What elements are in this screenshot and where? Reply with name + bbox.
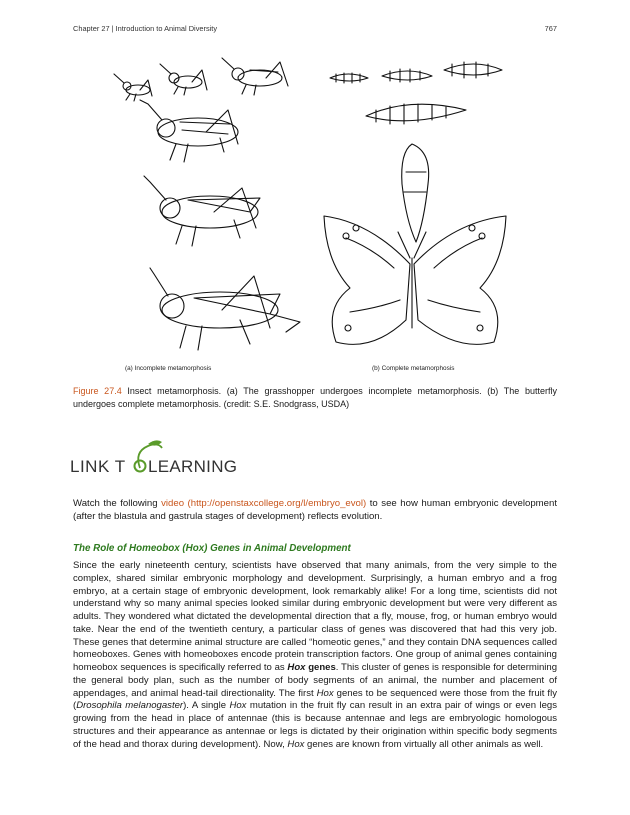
watch-before: Watch the following bbox=[73, 498, 162, 509]
hox-term-2: Hox bbox=[316, 687, 334, 699]
grasshopper-nymph-3 bbox=[222, 58, 288, 95]
hox-term-4: Hox bbox=[287, 738, 305, 750]
grasshopper-nymph-4 bbox=[140, 100, 238, 162]
body-part-1: Since the early nineteenth century, scientists have observed that many animals, from the very simple to the complex, shared similar embryonic morphology and development. Surprisingly, a human embryo and a frog embryo, at a certain stage of embryonic development, look remarkably alike! For a long time, scientists did not understand why so many animal species looked similar during embryonic development but were very different as adults. They wondered what dictated the developmental direction that a fly, mouse, frog, or human embryo would take. Near the end of the twentieth century, a particular class of genes was discovered that had this very job. These genes that determine animal structure are called “homeotic genes,” and they contain DNA sequences called homeoboxes. Genes with homeoboxes encode protein transcription factors. One group of animal genes containing homeobox sequences is specifically referred to as bbox=[73, 560, 557, 673]
hox-term: Hox bbox=[287, 662, 306, 673]
caterpillar-small bbox=[330, 73, 368, 83]
grasshopper-adult-young bbox=[144, 176, 260, 246]
link-text: LINK T bbox=[70, 457, 126, 476]
figure-caption bbox=[73, 385, 557, 410]
chapter-title: Chapter 27 | Introduction to Animal Diversity bbox=[73, 24, 218, 33]
watch-paragraph bbox=[73, 497, 557, 523]
butterfly bbox=[324, 216, 506, 344]
caterpillar-mature bbox=[366, 104, 466, 124]
caterpillar-large bbox=[444, 62, 502, 78]
figure-number: Figure 27.4 bbox=[73, 386, 122, 396]
grasshopper-nymph-1 bbox=[114, 74, 152, 101]
genes-term: genes bbox=[305, 662, 336, 673]
figure-label-right: (b) Complete metamorphosis bbox=[372, 365, 455, 372]
grasshopper-nymph-2 bbox=[160, 64, 207, 95]
video-link[interactable]: video (http://openstaxcollege.org/l/embryo_evol) bbox=[161, 498, 367, 509]
body-part-4: ). A single bbox=[183, 700, 230, 712]
link-to-learning-graphic bbox=[70, 438, 240, 478]
body-part-2: . This cluster of genes is responsible for determining the general body plan, such as the number of body segments of an animal, the number and placement of appendages, and animal head-tail directionality. The first bbox=[73, 662, 558, 699]
body-paragraph bbox=[73, 560, 557, 751]
grasshopper-adult bbox=[150, 268, 300, 350]
hox-term-3: Hox bbox=[229, 700, 247, 712]
caterpillar-medium bbox=[382, 69, 432, 82]
chrysalis bbox=[402, 144, 429, 242]
species-name: Drosophila melanogaster bbox=[76, 700, 184, 712]
body-part-5: mutation in the fruit fly can result in an extra pair of wings or even legs growing from the head in place of antennae (this is because antennae and legs are embryologic homologous structures and their appearance as antennae or legs is dictated by their origination within specific body segments of the head and thorax during development). Now, bbox=[73, 700, 557, 750]
metamorphosis-illustration bbox=[110, 52, 530, 372]
page-number: 767 bbox=[544, 24, 557, 33]
watch-after: to see how human embryonic development (after the blastula and gastrula stages of development) reflects evolution. bbox=[73, 498, 557, 522]
figure-label-left: (a) Incomplete metamorphosis bbox=[125, 365, 212, 372]
body-part-3: genes to be sequenced were those from the fruit fly ( bbox=[73, 687, 557, 712]
page-header bbox=[73, 24, 557, 33]
metamorphosis-figure bbox=[110, 52, 530, 372]
body-part-6: genes are known from virtually all other animals as well. bbox=[304, 738, 544, 750]
caption-text: Insect metamorphosis. (a) The grasshopper undergoes incomplete metamorphosis. (b) The butterfly undergoes complete metamorphosis. (credit: S.E. Snodgrass, USDA) bbox=[73, 386, 557, 409]
learning-text: LEARNING bbox=[148, 457, 238, 476]
link-to-learning-logo bbox=[70, 438, 240, 478]
section-title: The Role of Homeobox (Hox) Genes in Animal Development bbox=[73, 543, 351, 554]
